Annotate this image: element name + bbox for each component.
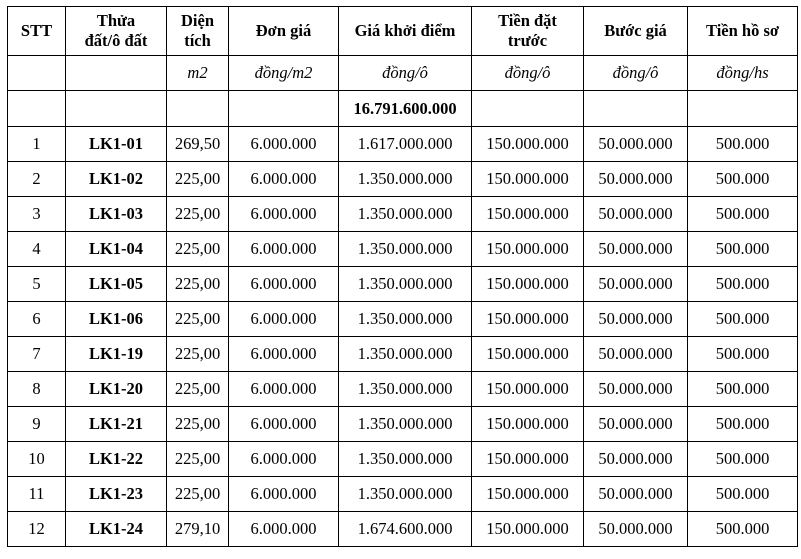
unit-don-gia: đồng/m2 [229, 56, 339, 91]
cell-file-fee: 500.000 [688, 372, 798, 407]
unit-stt [8, 56, 66, 91]
cell-area: 269,50 [167, 127, 229, 162]
cell-starting-price: 1.350.000.000 [339, 197, 472, 232]
cell-lot-code: LK1-23 [66, 477, 167, 512]
cell-starting-price: 1.350.000.000 [339, 407, 472, 442]
cell-price-step: 50.000.000 [584, 267, 688, 302]
cell-stt: 1 [8, 127, 66, 162]
cell-unit-price: 6.000.000 [229, 372, 339, 407]
cell-deposit: 150.000.000 [472, 302, 584, 337]
cell-stt: 3 [8, 197, 66, 232]
cell-price-step: 50.000.000 [584, 127, 688, 162]
cell-deposit: 150.000.000 [472, 197, 584, 232]
header-thua-line1: Thửa [96, 11, 136, 30]
header-dien-line1: Diện [181, 11, 214, 30]
unit-gia-khoi-diem: đồng/ô [339, 56, 472, 91]
total-empty-cell [584, 91, 688, 127]
cell-deposit: 150.000.000 [472, 162, 584, 197]
cell-unit-price: 6.000.000 [229, 197, 339, 232]
header-gia-khoi-diem: Giá khởi điểm [339, 7, 472, 56]
cell-stt: 9 [8, 407, 66, 442]
header-row [8, 7, 798, 56]
header-tien-dat-line1: Tiền đặt [498, 11, 557, 30]
cell-stt: 10 [8, 442, 66, 477]
cell-deposit: 150.000.000 [472, 407, 584, 442]
cell-area: 225,00 [167, 267, 229, 302]
cell-file-fee: 500.000 [688, 442, 798, 477]
cell-file-fee: 500.000 [688, 127, 798, 162]
cell-starting-price: 1.350.000.000 [339, 337, 472, 372]
cell-stt: 4 [8, 232, 66, 267]
cell-stt: 11 [8, 477, 66, 512]
total-empty-cell [688, 91, 798, 127]
total-empty-cell [472, 91, 584, 127]
cell-starting-price: 1.350.000.000 [339, 232, 472, 267]
cell-unit-price: 6.000.000 [229, 267, 339, 302]
cell-lot-code: LK1-01 [66, 127, 167, 162]
header-dien-tich [167, 7, 229, 56]
cell-unit-price: 6.000.000 [229, 512, 339, 547]
cell-starting-price: 1.350.000.000 [339, 477, 472, 512]
cell-area: 225,00 [167, 477, 229, 512]
cell-stt: 2 [8, 162, 66, 197]
cell-starting-price: 1.617.000.000 [339, 127, 472, 162]
header-buoc-gia: Bước giá [584, 7, 688, 56]
cell-price-step: 50.000.000 [584, 162, 688, 197]
cell-file-fee: 500.000 [688, 162, 798, 197]
cell-deposit: 150.000.000 [472, 127, 584, 162]
cell-deposit: 150.000.000 [472, 337, 584, 372]
table-row [8, 337, 798, 372]
unit-buoc-gia: đồng/ô [584, 56, 688, 91]
cell-starting-price: 1.350.000.000 [339, 267, 472, 302]
table-row [8, 407, 798, 442]
cell-lot-code: LK1-04 [66, 232, 167, 267]
cell-price-step: 50.000.000 [584, 337, 688, 372]
cell-price-step: 50.000.000 [584, 512, 688, 547]
cell-file-fee: 500.000 [688, 512, 798, 547]
cell-starting-price: 1.350.000.000 [339, 302, 472, 337]
cell-starting-price: 1.350.000.000 [339, 372, 472, 407]
header-dien-line2: tích [184, 31, 211, 50]
header-don-gia: Đơn giá [229, 7, 339, 56]
table-row [8, 232, 798, 267]
cell-unit-price: 6.000.000 [229, 337, 339, 372]
cell-stt: 12 [8, 512, 66, 547]
cell-price-step: 50.000.000 [584, 302, 688, 337]
cell-file-fee: 500.000 [688, 267, 798, 302]
cell-area: 225,00 [167, 407, 229, 442]
table-row [8, 267, 798, 302]
total-gia-khoi-diem: 16.791.600.000 [339, 91, 472, 127]
cell-lot-code: LK1-02 [66, 162, 167, 197]
units-row [8, 56, 798, 91]
cell-deposit: 150.000.000 [472, 232, 584, 267]
cell-area: 225,00 [167, 197, 229, 232]
total-empty-cell [229, 91, 339, 127]
table-row [8, 127, 798, 162]
cell-deposit: 150.000.000 [472, 442, 584, 477]
cell-deposit: 150.000.000 [472, 267, 584, 302]
cell-unit-price: 6.000.000 [229, 162, 339, 197]
total-empty-cell [167, 91, 229, 127]
cell-area: 225,00 [167, 337, 229, 372]
cell-file-fee: 500.000 [688, 302, 798, 337]
cell-lot-code: LK1-24 [66, 512, 167, 547]
header-tien-ho-so: Tiền hồ sơ [688, 7, 798, 56]
cell-file-fee: 500.000 [688, 232, 798, 267]
cell-stt: 8 [8, 372, 66, 407]
cell-file-fee: 500.000 [688, 477, 798, 512]
cell-area: 225,00 [167, 232, 229, 267]
header-thua-line2: đất/ô đất [84, 31, 148, 50]
table-row [8, 302, 798, 337]
cell-unit-price: 6.000.000 [229, 477, 339, 512]
cell-lot-code: LK1-06 [66, 302, 167, 337]
table-row [8, 442, 798, 477]
total-row [8, 91, 798, 127]
cell-lot-code: LK1-22 [66, 442, 167, 477]
cell-lot-code: LK1-05 [66, 267, 167, 302]
header-tien-dat-truoc [472, 7, 584, 56]
table-row [8, 162, 798, 197]
unit-dien-tich: m2 [167, 56, 229, 91]
cell-area: 225,00 [167, 302, 229, 337]
cell-price-step: 50.000.000 [584, 407, 688, 442]
cell-area: 225,00 [167, 442, 229, 477]
table-body [8, 56, 798, 547]
cell-stt: 6 [8, 302, 66, 337]
cell-stt: 7 [8, 337, 66, 372]
cell-lot-code: LK1-03 [66, 197, 167, 232]
cell-starting-price: 1.350.000.000 [339, 442, 472, 477]
unit-tien-ho-so: đồng/hs [688, 56, 798, 91]
cell-price-step: 50.000.000 [584, 232, 688, 267]
cell-price-step: 50.000.000 [584, 442, 688, 477]
cell-deposit: 150.000.000 [472, 477, 584, 512]
table-row [8, 477, 798, 512]
cell-deposit: 150.000.000 [472, 372, 584, 407]
cell-lot-code: LK1-19 [66, 337, 167, 372]
cell-price-step: 50.000.000 [584, 197, 688, 232]
cell-price-step: 50.000.000 [584, 372, 688, 407]
table-row [8, 197, 798, 232]
header-tien-dat-line2: trước [507, 31, 548, 50]
cell-starting-price: 1.350.000.000 [339, 162, 472, 197]
cell-unit-price: 6.000.000 [229, 232, 339, 267]
total-empty-cell [66, 91, 167, 127]
cell-file-fee: 500.000 [688, 197, 798, 232]
cell-unit-price: 6.000.000 [229, 407, 339, 442]
unit-tien-dat-truoc: đồng/ô [472, 56, 584, 91]
table-row [8, 512, 798, 547]
cell-file-fee: 500.000 [688, 337, 798, 372]
cell-lot-code: LK1-20 [66, 372, 167, 407]
header-stt: STT [8, 7, 66, 56]
cell-area: 279,10 [167, 512, 229, 547]
table-row [8, 372, 798, 407]
cell-area: 225,00 [167, 162, 229, 197]
unit-thua [66, 56, 167, 91]
cell-price-step: 50.000.000 [584, 477, 688, 512]
cell-area: 225,00 [167, 372, 229, 407]
cell-unit-price: 6.000.000 [229, 127, 339, 162]
cell-file-fee: 500.000 [688, 407, 798, 442]
total-empty-cell [8, 91, 66, 127]
cell-unit-price: 6.000.000 [229, 442, 339, 477]
cell-deposit: 150.000.000 [472, 512, 584, 547]
header-thua-dat [66, 7, 167, 56]
cell-starting-price: 1.674.600.000 [339, 512, 472, 547]
cell-lot-code: LK1-21 [66, 407, 167, 442]
cell-unit-price: 6.000.000 [229, 302, 339, 337]
auction-price-table [7, 6, 798, 547]
cell-stt: 5 [8, 267, 66, 302]
